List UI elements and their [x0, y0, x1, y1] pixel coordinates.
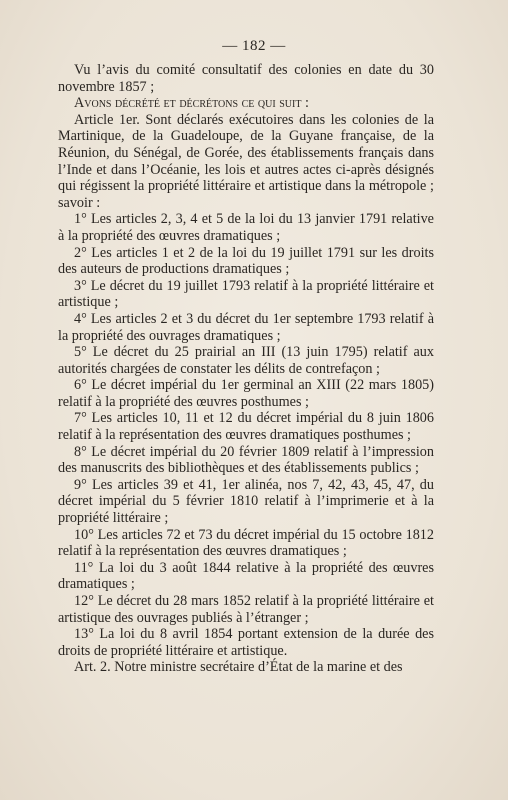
- list-item: 13° La loi du 8 avril 1854 portant extension de la durée des droits de propriété littéraire et artistique.: [58, 626, 434, 659]
- paragraph: Vu l’avis du comité consultatif des colonies en date du 30 novembre 1857 ;: [58, 62, 434, 95]
- document-body: [58, 62, 434, 676]
- list-item: 12° Le décret du 28 mars 1852 relatif à la propriété littéraire et artistique des ouvrages publiés à l’étranger ;: [58, 593, 434, 626]
- list-item: 8° Le décret impérial du 20 février 1809 relatif à l’impression des manuscrits des bibliothèques et des établissements publics ;: [58, 443, 434, 477]
- page-number: — 182 —: [222, 38, 286, 54]
- paragraph: Art. 2. Notre ministre secrétaire d’État de la marine et des: [74, 659, 403, 676]
- list-item: 10° Les articles 72 et 73 du décret impérial du 15 octobre 1812 relatif à la représentation des œuvres dramatiques ;: [58, 526, 434, 560]
- list-item: 5° Le décret du 25 prairial an III (13 juin 1795) relatif aux autorités chargées de constater les délits de contrefaçon ;: [58, 344, 434, 377]
- paragraph: Article 1er. Sont déclarés exécutoires dans les colonies de la Martinique, de la Guadeloupe, de la Guyane française, de la Réunion, du Sénégal, de Gorée, des établissements français dans l’Inde et dans l’Océanie, les lois et autres actes ci-après désignés qui régissent la propriété littéraire et artistique dans la métropole ; savoir :: [58, 111, 434, 211]
- list-item: 2° Les articles 1 et 2 de la loi du 19 juillet 1791 sur les droits des auteurs de productions dramatiques ;: [58, 244, 434, 278]
- list-item: 6° Le décret impérial du 1er germinal an XIII (22 mars 1805) relatif à la propriété des œuvres posthumes ;: [58, 377, 434, 410]
- list-item: 4° Les articles 2 et 3 du décret du 1er septembre 1793 relatif à la propriété des ouvrages dramatiques ;: [58, 310, 434, 344]
- decree-formula: Avons décrété et décrétons ce qui suit :: [74, 95, 309, 112]
- list-item: 9° Les articles 39 et 41, 1er alinéa, nos 7, 42, 43, 45, 47, du décret impérial du 5 février 1810 relatif à l’imprimerie et à la propriété littéraire ;: [58, 476, 434, 527]
- list-item: 7° Les articles 10, 11 et 12 du décret impérial du 8 juin 1806 relatif à la représentation des œuvres dramatiques posthumes ;: [58, 410, 434, 444]
- list-item: 3° Le décret du 19 juillet 1793 relatif à la propriété littéraire et artistique ;: [58, 277, 434, 311]
- list-item: 11° La loi du 3 août 1844 relative à la propriété des œuvres dramatiques ;: [58, 559, 434, 593]
- list-item: 1° Les articles 2, 3, 4 et 5 de la loi du 13 janvier 1791 relative à la propriété des œuvres dramatiques ;: [58, 211, 434, 244]
